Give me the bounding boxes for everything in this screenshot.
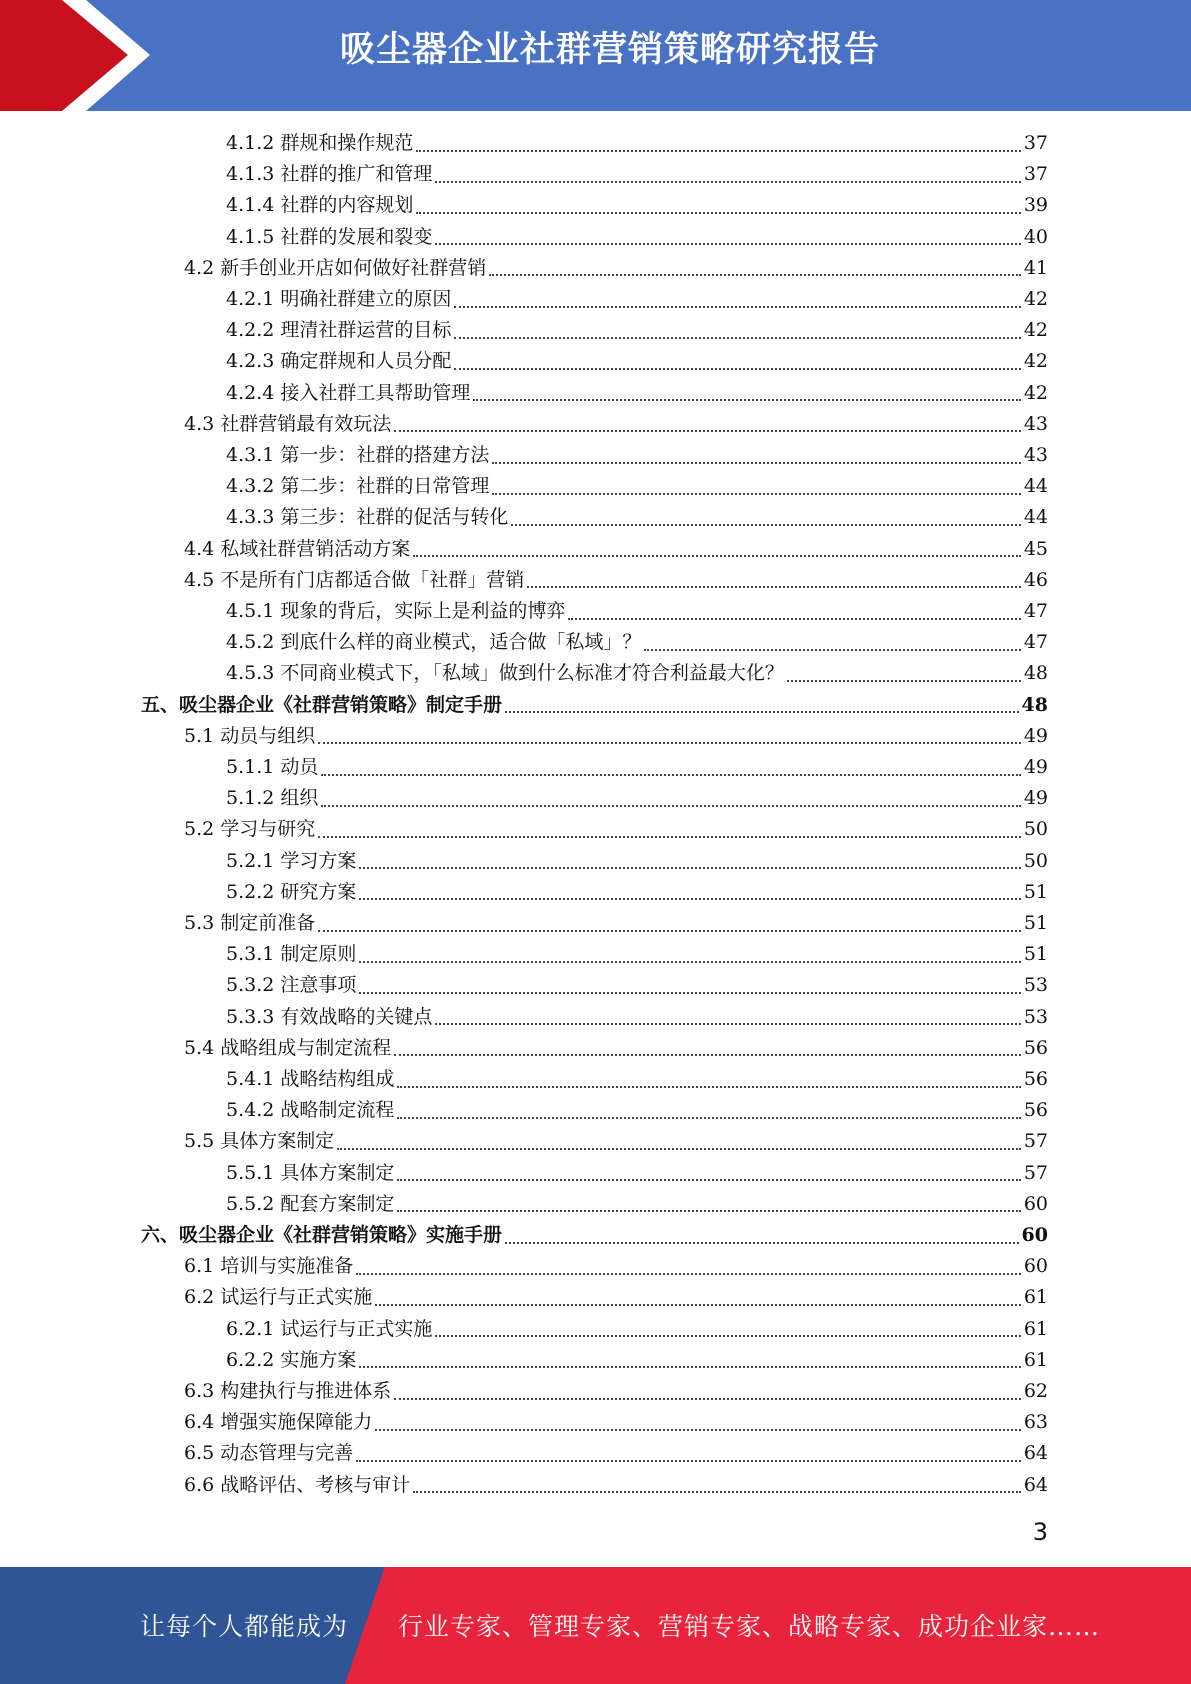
toc-entry[interactable] xyxy=(226,596,1048,627)
toc-entry-page: 62 xyxy=(1023,1380,1048,1402)
toc-entry-page: 49 xyxy=(1023,724,1048,747)
toc-entry[interactable] xyxy=(226,1158,1048,1189)
toc-entry-page: 44 xyxy=(1023,506,1048,529)
toc-entry[interactable] xyxy=(226,346,1048,377)
toc-dot-leader xyxy=(505,1242,1019,1244)
toc-entry-number: 5.4 xyxy=(184,1036,215,1059)
toc-entry[interactable] xyxy=(226,1095,1048,1126)
toc-entry-number: 6.6 xyxy=(184,1473,215,1496)
toc-entry[interactable] xyxy=(226,284,1048,315)
toc-entry-number: 6.2.1 xyxy=(226,1317,275,1340)
toc-entry-page: 60 xyxy=(1023,1255,1048,1278)
toc-dot-leader xyxy=(397,1086,1020,1088)
toc-entry-page: 57 xyxy=(1023,1161,1048,1184)
toc-entry-page: 40 xyxy=(1023,225,1048,248)
toc-entry-title: 配套方案制定 xyxy=(280,1192,395,1215)
toc-entry-title: 注意事项 xyxy=(280,974,357,997)
toc-entry-title: 动员与组织 xyxy=(220,724,316,747)
toc-entry-number: 5.2.2 xyxy=(226,880,275,903)
toc-dot-leader xyxy=(375,1304,1021,1306)
toc-dot-leader xyxy=(435,181,1020,183)
toc-dot-leader xyxy=(435,243,1020,245)
toc-entry-title: 第三步：社群的促活与转化 xyxy=(280,506,509,529)
toc-entry-number: 6.5 xyxy=(184,1442,215,1465)
toc-entry-title: 战略结构组成 xyxy=(280,1068,395,1090)
toc-dot-leader xyxy=(359,992,1020,994)
toc-entry[interactable] xyxy=(226,159,1048,190)
toc-entry[interactable] xyxy=(184,1282,1048,1313)
toc-entry-title: 增强实施保障能力 xyxy=(220,1411,373,1434)
toc-entry-title: 社群的内容规划 xyxy=(280,194,414,217)
toc-entry-page: 56 xyxy=(1023,1036,1048,1059)
toc-entry[interactable] xyxy=(184,721,1048,752)
toc-dot-leader xyxy=(356,1460,1021,1462)
toc-entry-number: 4.5.3 xyxy=(226,662,275,685)
toc-dot-leader xyxy=(321,774,1020,776)
toc-entry-page: 42 xyxy=(1023,381,1048,404)
toc-dot-leader xyxy=(394,1398,1021,1400)
toc-dot-leader xyxy=(356,1273,1021,1275)
toc-entry-title: 战略制定流程 xyxy=(280,1099,395,1122)
toc-entry-number: 6.2 xyxy=(184,1286,215,1309)
toc-entry-title: 制定原则 xyxy=(280,943,357,966)
toc-entry-title: 第一步：社群的搭建方法 xyxy=(280,444,490,466)
toc-entry-title: 群规和操作规范 xyxy=(280,132,414,154)
toc-dot-leader xyxy=(454,337,1020,339)
toc-entry-number: 6.3 xyxy=(184,1380,215,1402)
toc-entry-title: 具体方案制定 xyxy=(280,1161,395,1184)
toc-dot-leader xyxy=(413,1491,1021,1493)
toc-entry-page: 47 xyxy=(1023,600,1048,622)
toc-entry-number: 4.3.1 xyxy=(226,444,275,466)
toc-dot-leader xyxy=(492,462,1020,464)
toc-entry[interactable] xyxy=(184,534,1048,565)
toc-entry-title: 制定前准备 xyxy=(220,912,316,934)
toc-dot-leader xyxy=(489,274,1021,276)
toc-dot-leader xyxy=(394,430,1021,432)
toc-entry-number: 5.2 xyxy=(184,818,215,841)
toc-entry-title: 吸尘器企业《社群营销策略》制定手册 xyxy=(179,693,503,716)
toc-entry-number: 5.4.2 xyxy=(226,1099,275,1122)
toc-entry-number: 4.5 xyxy=(184,568,215,591)
toc-entry-number: 4.1.5 xyxy=(226,225,275,248)
toc-entry-page: 64 xyxy=(1023,1442,1048,1465)
toc-dot-leader xyxy=(375,1429,1021,1431)
toc-entry-page: 53 xyxy=(1023,974,1048,997)
toc-dot-leader xyxy=(435,1335,1020,1337)
toc-entry[interactable] xyxy=(226,752,1048,783)
toc-entry-page: 51 xyxy=(1023,943,1048,966)
toc-entry[interactable] xyxy=(184,814,1048,845)
toc-entry-title: 社群的推广和管理 xyxy=(280,163,433,186)
toc-dot-leader xyxy=(454,368,1020,370)
toc-entry[interactable] xyxy=(226,1345,1048,1376)
footer-slogan-right: 行业专家、管理专家、营销专家、战略专家、成功企业家…… xyxy=(398,1612,1101,1641)
toc-entry-page: 57 xyxy=(1023,1130,1048,1153)
toc-entry-number: 4.3.3 xyxy=(226,506,275,529)
toc-entry-number: 5.2.1 xyxy=(226,849,275,872)
toc-dot-leader xyxy=(435,1023,1020,1025)
toc-entry-page: 39 xyxy=(1023,194,1048,217)
toc-entry-page: 53 xyxy=(1023,1005,1048,1028)
toc-entry-title: 接入社群工具帮助管理 xyxy=(280,381,471,404)
toc-entry-title: 第二步：社群的日常管理 xyxy=(280,475,490,498)
toc-entry-title: 组织 xyxy=(280,787,319,810)
toc-entry-title: 动员 xyxy=(280,756,319,778)
toc-entry-page: 63 xyxy=(1023,1411,1048,1434)
toc-entry[interactable] xyxy=(226,315,1048,346)
toc-entry[interactable] xyxy=(226,877,1048,908)
toc-entry-page: 43 xyxy=(1023,412,1048,435)
toc-entry-page: 46 xyxy=(1023,568,1048,591)
toc-dot-leader xyxy=(413,555,1021,557)
toc-dot-leader xyxy=(337,1148,1021,1150)
toc-entry[interactable] xyxy=(226,190,1048,221)
toc-entry-page: 41 xyxy=(1023,256,1048,279)
toc-dot-leader xyxy=(359,867,1020,869)
toc-entry-number: 4.3 xyxy=(184,412,215,435)
toc-entry-title: 有效战略的关键点 xyxy=(280,1005,433,1028)
toc-entry-title: 确定群规和人员分配 xyxy=(280,350,452,373)
toc-dot-leader xyxy=(359,898,1020,900)
toc-entry[interactable] xyxy=(184,565,1048,596)
toc-dot-leader xyxy=(318,836,1021,838)
toc-entry[interactable] xyxy=(184,1251,1048,1282)
footer-slogan-left: 让每个人都能成为 xyxy=(140,1612,349,1641)
toc-entry-number: 5.5.1 xyxy=(226,1161,275,1184)
toc-entry[interactable] xyxy=(184,1033,1048,1064)
toc-entry-number: 5.3.2 xyxy=(226,974,275,997)
toc-entry-title: 战略组成与制定流程 xyxy=(220,1036,392,1059)
toc-entry[interactable] xyxy=(226,502,1048,533)
toc-entry[interactable] xyxy=(184,1126,1048,1157)
toc-entry-page: 42 xyxy=(1023,288,1048,310)
toc-entry[interactable] xyxy=(226,939,1048,970)
toc-entry-number: 5.1 xyxy=(184,724,215,747)
toc-dot-leader xyxy=(492,493,1020,495)
page-number: 3 xyxy=(1032,1518,1048,1546)
toc-entry-title: 到底什么样的商业模式，适合做「私域」？ xyxy=(280,631,642,654)
toc-dot-leader xyxy=(397,1210,1020,1212)
toc-entry-title: 具体方案制定 xyxy=(220,1130,335,1153)
toc-dot-leader xyxy=(397,1179,1020,1181)
toc-dot-leader xyxy=(321,805,1020,807)
toc-entry-page: 61 xyxy=(1023,1286,1048,1309)
toc-entry-page: 37 xyxy=(1023,163,1048,186)
toc-entry-page: 37 xyxy=(1023,132,1048,154)
toc-entry-page: 42 xyxy=(1023,319,1048,342)
toc-dot-leader xyxy=(397,1117,1020,1119)
toc-entry-number: 6.2.2 xyxy=(226,1348,275,1371)
toc-entry-page: 42 xyxy=(1023,350,1048,373)
toc-entry-title: 吸尘器企业《社群营销策略》实施手册 xyxy=(179,1224,503,1246)
toc-dot-leader xyxy=(473,399,1020,401)
toc-entry-page: 49 xyxy=(1023,756,1048,778)
document-title: 吸尘器企业社群营销策略研究报告 xyxy=(340,30,881,70)
toc-entry[interactable] xyxy=(184,1438,1048,1469)
toc-entry[interactable] xyxy=(226,1189,1048,1220)
toc-dot-leader xyxy=(511,524,1020,526)
toc-entry-number: 5.1.1 xyxy=(226,756,275,778)
toc-entry-page: 43 xyxy=(1023,444,1048,466)
toc-entry[interactable] xyxy=(184,1407,1048,1438)
toc-entry-number: 4.2.3 xyxy=(226,350,275,373)
toc-entry-page: 51 xyxy=(1023,912,1048,934)
toc-entry-title: 不同商业模式下，「私域」做到什么标准才符合利益最大化？ xyxy=(280,662,784,685)
toc-entry[interactable] xyxy=(184,908,1048,939)
toc-entry-number: 4.1.3 xyxy=(226,163,275,186)
toc-entry-page: 60 xyxy=(1021,1224,1048,1246)
toc-entry[interactable] xyxy=(226,378,1048,409)
toc-entry[interactable] xyxy=(226,1314,1048,1345)
toc-entry-page: 44 xyxy=(1023,475,1048,498)
toc-entry-title: 试运行与正式实施 xyxy=(280,1317,433,1340)
toc-entry-number: 4.2.1 xyxy=(226,288,275,310)
toc-entry-number: 4.1.2 xyxy=(226,132,275,154)
toc-entry-number: 5.3.3 xyxy=(226,1005,275,1028)
toc-entry-page: 48 xyxy=(1023,662,1048,685)
toc-dot-leader xyxy=(394,1054,1021,1056)
toc-dot-leader xyxy=(454,306,1020,308)
toc-entry-title: 实施方案 xyxy=(280,1348,357,1371)
toc-dot-leader xyxy=(318,930,1021,932)
toc-dot-leader xyxy=(568,618,1020,620)
toc-entry-title: 战略评估、考核与审计 xyxy=(220,1473,411,1496)
toc-entry[interactable] xyxy=(184,1470,1048,1501)
toc-entry-title: 社群的发展和裂变 xyxy=(280,225,433,248)
toc-entry[interactable] xyxy=(226,1002,1048,1033)
toc-entry-page: 56 xyxy=(1023,1099,1048,1122)
toc-entry-page: 49 xyxy=(1023,787,1048,810)
toc-entry[interactable] xyxy=(184,1376,1048,1407)
toc-entry-page: 64 xyxy=(1023,1473,1048,1496)
toc-entry[interactable] xyxy=(184,253,1048,284)
toc-entry-title: 现象的背后，实际上是利益的博弈 xyxy=(280,600,566,622)
toc-entry-number: 5.3 xyxy=(184,912,215,934)
toc-entry-page: 47 xyxy=(1023,631,1048,654)
toc-entry-title: 研究方案 xyxy=(280,880,357,903)
toc-entry-number: 5.4.1 xyxy=(226,1068,275,1090)
header-band xyxy=(0,0,1191,111)
toc-entry[interactable] xyxy=(226,222,1048,253)
toc-entry[interactable] xyxy=(226,970,1048,1001)
toc-dot-leader xyxy=(644,649,1020,651)
toc-entry[interactable] xyxy=(226,440,1048,471)
toc-entry-title: 私域社群营销活动方案 xyxy=(220,537,411,560)
toc-entry-page: 45 xyxy=(1023,537,1048,560)
toc-entry-number: 4.5.2 xyxy=(226,631,275,654)
toc-entry-page: 50 xyxy=(1023,818,1048,841)
toc-entry-title: 明确社群建立的原因 xyxy=(280,288,452,310)
toc-entry-number: 五、 xyxy=(141,693,180,716)
toc-entry-title: 动态管理与完善 xyxy=(220,1442,354,1465)
toc-entry[interactable] xyxy=(184,409,1048,440)
toc-entry[interactable] xyxy=(226,627,1048,658)
toc-dot-leader xyxy=(318,742,1021,744)
toc-entry-title: 培训与实施准备 xyxy=(220,1255,354,1278)
toc-entry-page: 61 xyxy=(1023,1317,1048,1340)
toc-dot-leader xyxy=(505,711,1019,713)
footer-band xyxy=(0,1567,1191,1684)
toc-entry-page: 56 xyxy=(1023,1068,1048,1090)
toc-entry-number: 4.3.2 xyxy=(226,475,275,498)
toc-entry-page: 60 xyxy=(1023,1192,1048,1215)
toc-entry-page: 61 xyxy=(1023,1348,1048,1371)
toc-entry-number: 4.4 xyxy=(184,537,215,560)
toc-entry[interactable] xyxy=(226,471,1048,502)
toc-entry-title: 构建执行与推进体系 xyxy=(220,1380,392,1402)
toc-entry-page: 48 xyxy=(1021,693,1048,716)
toc-dot-leader xyxy=(416,150,1020,152)
toc-entry-title: 学习方案 xyxy=(280,849,357,872)
toc-entry-number: 5.3.1 xyxy=(226,943,275,966)
toc-entry-title: 学习与研究 xyxy=(220,818,316,841)
toc-dot-leader xyxy=(787,680,1021,682)
toc-entry[interactable] xyxy=(226,846,1048,877)
toc-dot-leader xyxy=(359,1366,1020,1368)
toc-entry[interactable] xyxy=(226,658,1048,689)
toc-entry-page: 50 xyxy=(1023,849,1048,872)
toc-entry-title: 新手创业开店如何做好社群营销 xyxy=(220,256,487,279)
toc-entry-number: 4.5.1 xyxy=(226,600,275,622)
toc-entry-number: 5.5.2 xyxy=(226,1192,275,1215)
toc-entry-number: 6.1 xyxy=(184,1255,215,1278)
toc-dot-leader xyxy=(416,212,1020,214)
toc-dot-leader xyxy=(527,586,1021,588)
toc-entry-number: 4.2.2 xyxy=(226,319,275,342)
toc-entry[interactable] xyxy=(226,128,1048,159)
toc-entry-number: 六、 xyxy=(141,1224,180,1246)
toc-entry-number: 4.2 xyxy=(184,256,215,279)
toc-entry[interactable] xyxy=(141,690,1048,721)
toc-entry-page: 51 xyxy=(1023,880,1048,903)
toc-entry-number: 5.5 xyxy=(184,1130,215,1153)
toc-entry[interactable] xyxy=(226,783,1048,814)
toc-entry-number: 4.1.4 xyxy=(226,194,275,217)
toc-entry-number: 6.4 xyxy=(184,1411,215,1434)
toc-entry-title: 试运行与正式实施 xyxy=(220,1286,373,1309)
toc-entry[interactable] xyxy=(226,1064,1048,1095)
toc-entry[interactable] xyxy=(141,1220,1048,1251)
toc-entry-title: 理清社群运营的目标 xyxy=(280,319,452,342)
toc-entry-number: 5.1.2 xyxy=(226,787,275,810)
toc-entry-title: 不是所有门店都适合做「社群」营销 xyxy=(220,568,525,591)
toc-entry-number: 4.2.4 xyxy=(226,381,275,404)
toc-dot-leader xyxy=(359,961,1020,963)
toc-entry-title: 社群营销最有效玩法 xyxy=(220,412,392,435)
